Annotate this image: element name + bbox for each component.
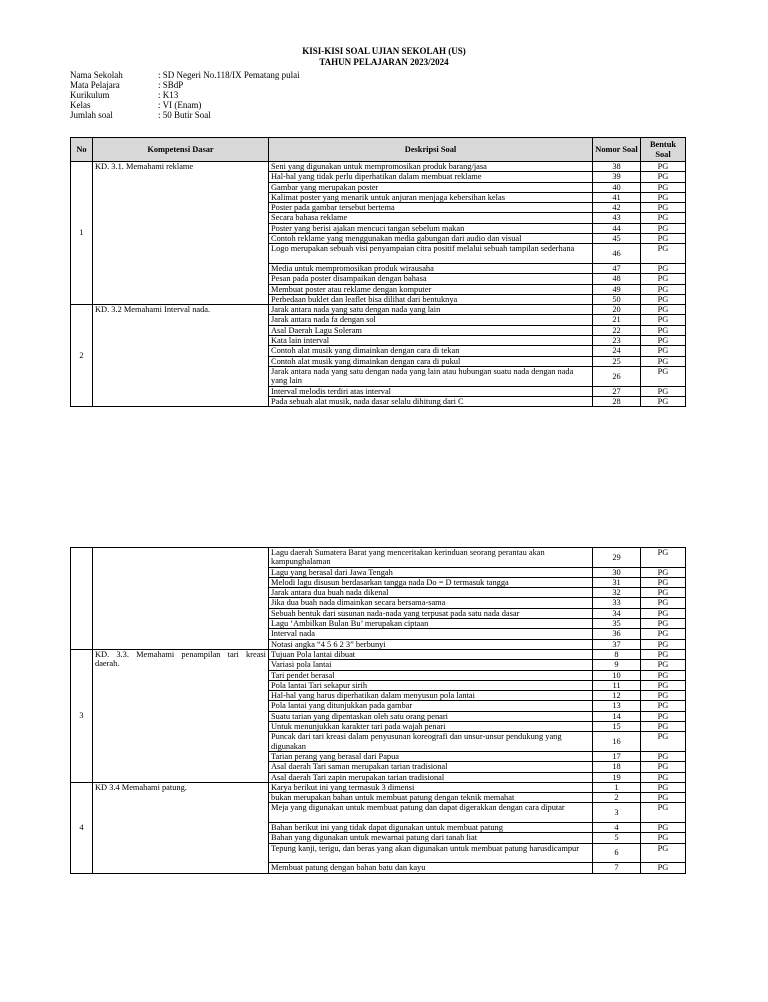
group-number: 3 (71, 649, 93, 782)
description-cell: Contoh alat musik yang dimainkan dengan cara di tekan (269, 346, 593, 356)
question-type-cell: PG (641, 833, 686, 843)
question-type-cell: PG (641, 782, 686, 792)
question-type-cell: PG (641, 325, 686, 335)
description-cell: Interval nada (269, 629, 593, 639)
description-cell: Pada sebuah alat musik, nada dasar selalu dihitung dari C (269, 396, 593, 406)
question-type-cell: PG (641, 182, 686, 192)
description-cell: Jarak antara nada fa dengan sol (269, 315, 593, 325)
question-type-cell: PG (641, 691, 686, 701)
question-number-cell: 33 (593, 598, 641, 608)
info-value: : SBdP (158, 80, 184, 90)
question-type-cell: PG (641, 548, 686, 568)
question-number-cell: 14 (593, 711, 641, 721)
description-cell: Jarak antara nada yang satu dengan nada yang lain (269, 305, 593, 315)
description-cell: Secara bahasa reklame (269, 213, 593, 223)
description-cell: Tari pendet berasal (269, 670, 593, 680)
question-type-cell: PG (641, 649, 686, 659)
question-number-cell: 5 (593, 833, 641, 843)
description-cell: Poster yang berisi ajakan mencuci tangan sebelum makan (269, 223, 593, 233)
question-number-cell: 48 (593, 274, 641, 284)
description-cell: Untuk menunjukkan karakter tari pada wajah penari (269, 722, 593, 732)
competency-cell: KD. 3.3. Memahami penampilan tari kreasi daerah. (93, 649, 269, 782)
question-type-cell: PG (641, 629, 686, 639)
description-cell: Seni yang digunakan untuk mempromosikan produk barang/jasa (269, 162, 593, 172)
group-number (71, 548, 93, 650)
description-cell: Contoh alat musik yang dimainkan dengan cara di pukul (269, 356, 593, 366)
description-cell: Sebuah bentuk dari susunan nada-nada yang terpusat pada satu nada dasar (269, 608, 593, 618)
table-row (71, 649, 686, 659)
table-row (71, 305, 686, 315)
question-number-cell: 44 (593, 223, 641, 233)
page-title: KISI-KISI SOAL UJIAN SEKOLAH (US) (302, 46, 466, 56)
question-type-cell: PG (641, 567, 686, 577)
description-cell: Interval melodis terdiri atas interval (269, 386, 593, 396)
question-number-cell: 1 (593, 782, 641, 792)
question-type-cell: PG (641, 843, 686, 863)
col-header-nomor: Nomor Soal (593, 138, 641, 162)
question-number-cell: 47 (593, 263, 641, 273)
question-number-cell: 34 (593, 608, 641, 618)
col-header-desc: Deskripsi Soal (269, 138, 593, 162)
question-number-cell: 25 (593, 356, 641, 366)
question-type-cell: PG (641, 274, 686, 284)
question-number-cell: 18 (593, 762, 641, 772)
info-value: : SD Negeri No.118/IX Pematang pulai (158, 70, 300, 80)
description-cell: Bahan yang digunakan untuk mewarnai patung dari tanah liat (269, 833, 593, 843)
question-number-cell: 46 (593, 244, 641, 264)
question-number-cell: 16 (593, 732, 641, 752)
question-number-cell: 27 (593, 386, 641, 396)
info-row (70, 90, 300, 100)
question-type-cell: PG (641, 751, 686, 761)
question-number-cell: 29 (593, 548, 641, 568)
question-type-cell: PG (641, 823, 686, 833)
info-label: Kelas (70, 100, 91, 110)
page-subtitle: TAHUN PELAJARAN 2023/2024 (319, 57, 449, 67)
question-type-cell: PG (641, 172, 686, 182)
question-number-cell: 32 (593, 588, 641, 598)
question-type-cell: PG (641, 722, 686, 732)
description-cell: Perbedaan buklet dan leaflet bisa dilihat dari bentuknya (269, 294, 593, 304)
info-row (70, 70, 300, 80)
question-number-cell: 6 (593, 843, 641, 863)
question-type-cell: PG (641, 356, 686, 366)
question-type-cell: PG (641, 213, 686, 223)
competency-cell: KD. 3.1. Memahami reklame (93, 162, 269, 305)
description-cell: Pola lantai Tari sekapur sirih (269, 680, 593, 690)
question-number-cell: 13 (593, 701, 641, 711)
question-number-cell: 7 (593, 863, 641, 873)
description-cell: Pola lantai yang ditunjukkan pada gambar (269, 701, 593, 711)
description-cell: Media untuk mempromosikan produk wirausaha (269, 263, 593, 273)
description-cell: Melodi lagu disusun berdasarkan tangga nada Do = D termasuk tangga (269, 577, 593, 587)
question-type-cell: PG (641, 588, 686, 598)
description-cell: Poster pada gambar tersebut bertema (269, 203, 593, 213)
school-info (70, 70, 300, 120)
info-value: : 50 Butir Soal (158, 110, 211, 120)
question-type-cell: PG (641, 315, 686, 325)
question-number-cell: 28 (593, 396, 641, 406)
question-number-cell: 30 (593, 567, 641, 577)
question-number-cell: 41 (593, 192, 641, 202)
question-number-cell: 4 (593, 823, 641, 833)
question-type-cell: PG (641, 162, 686, 172)
group-number: 1 (71, 162, 93, 305)
description-cell: Asal Daerah Lagu Soleram (269, 325, 593, 335)
question-number-cell: 35 (593, 619, 641, 629)
col-header-no: No (71, 138, 93, 162)
description-cell: Logo merupakan sebuah visi penyampaian citra positif melalui sebuah tampilan sederhana (269, 244, 593, 264)
competency-cell (93, 548, 269, 650)
question-type-cell: PG (641, 346, 686, 356)
description-cell: bukan merupakan bahan untuk membuat patung dengan teknik memahat (269, 793, 593, 803)
question-number-cell: 10 (593, 670, 641, 680)
description-cell: Hal-hal yang tidak perlu diperhatikan dalam membuat reklame (269, 172, 593, 182)
question-type-cell: PG (641, 305, 686, 315)
question-type-cell: PG (641, 803, 686, 823)
question-number-cell: 37 (593, 639, 641, 649)
description-cell: Asal daerah Tari zapin merupakan tarian tradisional (269, 772, 593, 782)
description-cell: Meja yang digunakan untuk membuat patung dan dapat digerakkan dengan cara diputar (269, 803, 593, 823)
question-number-cell: 8 (593, 649, 641, 659)
question-type-cell: PG (641, 701, 686, 711)
col-header-bentuk: Bentuk Soal (641, 138, 686, 162)
description-cell: Tujuan Pola lantai dibuat (269, 649, 593, 659)
question-type-cell: PG (641, 680, 686, 690)
info-value: : K13 (158, 90, 179, 100)
info-row (70, 110, 300, 120)
question-number-cell: 26 (593, 366, 641, 386)
question-type-cell: PG (641, 639, 686, 649)
question-number-cell: 20 (593, 305, 641, 315)
question-type-cell: PG (641, 192, 686, 202)
question-number-cell: 12 (593, 691, 641, 701)
question-number-cell: 9 (593, 660, 641, 670)
table-row (71, 782, 686, 792)
description-cell: Pesan pada poster disampaikan dengan bahasa (269, 274, 593, 284)
competency-cell: KD 3.4 Memahami patung. (93, 782, 269, 873)
description-cell: Variasi pola lantai (269, 660, 593, 670)
question-type-cell: PG (641, 793, 686, 803)
question-number-cell: 31 (593, 577, 641, 587)
info-row (70, 80, 300, 90)
question-number-cell: 36 (593, 629, 641, 639)
question-number-cell: 50 (593, 294, 641, 304)
question-type-cell: PG (641, 234, 686, 244)
description-cell: Hal-hal yang harus diperhatikan dalam menyusun pola lantai (269, 691, 593, 701)
question-type-cell: PG (641, 772, 686, 782)
description-cell: Bahan berikut ini yang tidak dapat digunakan untuk membuat patung (269, 823, 593, 833)
question-number-cell: 24 (593, 346, 641, 356)
question-type-cell: PG (641, 711, 686, 721)
kisi-kisi-table-1 (70, 137, 686, 407)
info-label: Kurikulum (70, 90, 110, 100)
question-number-cell: 43 (593, 213, 641, 223)
question-number-cell: 21 (593, 315, 641, 325)
question-type-cell: PG (641, 619, 686, 629)
question-type-cell: PG (641, 284, 686, 294)
question-number-cell: 39 (593, 172, 641, 182)
info-row (70, 100, 300, 110)
info-label: Mata Pelajara (70, 80, 120, 90)
info-label: Jumlah soal (70, 110, 113, 120)
competency-cell: KD. 3.2 Memahami Interval nada. (93, 305, 269, 407)
info-value: : VI (Enam) (158, 100, 202, 110)
table-row (71, 548, 686, 568)
description-cell: Lagu yang berasal dari Jawa Tengah (269, 567, 593, 577)
description-cell: Tarian perang yang berasal dari Papua (269, 751, 593, 761)
question-type-cell: PG (641, 366, 686, 386)
kisi-kisi-table-2 (70, 547, 686, 874)
description-cell: Kata lain interval (269, 336, 593, 346)
question-number-cell: 17 (593, 751, 641, 761)
question-number-cell: 45 (593, 234, 641, 244)
question-type-cell: PG (641, 670, 686, 680)
question-type-cell: PG (641, 608, 686, 618)
description-cell: Tepung kanji, terigu, dan beras yang akan digunakan untuk membuat patung harusdicampur (269, 843, 593, 863)
col-header-kd: Kompetensi Dasar (93, 138, 269, 162)
question-type-cell: PG (641, 223, 686, 233)
description-cell: Membuat poster atau reklame dengan komputer (269, 284, 593, 294)
description-cell: Notasi angka “4 5 6 2 3” berbunyi (269, 639, 593, 649)
description-cell: Asal daerah Tari saman merupakan tarian tradisional (269, 762, 593, 772)
question-type-cell: PG (641, 732, 686, 752)
description-cell: Suatu tarian yang dipentaskan oleh satu orang penari (269, 711, 593, 721)
group-number: 2 (71, 305, 93, 407)
question-number-cell: 40 (593, 182, 641, 192)
table-row (71, 162, 686, 172)
question-type-cell: PG (641, 660, 686, 670)
description-cell: Jarak antara dua buah nada dikenal (269, 588, 593, 598)
question-type-cell: PG (641, 863, 686, 873)
question-type-cell: PG (641, 203, 686, 213)
question-number-cell: 19 (593, 772, 641, 782)
question-type-cell: PG (641, 336, 686, 346)
question-type-cell: PG (641, 598, 686, 608)
question-number-cell: 15 (593, 722, 641, 732)
question-type-cell: PG (641, 762, 686, 772)
info-label: Nama Sekolah (70, 70, 123, 80)
description-cell: Jika dua buah nada dimainkan secara bersama-sama (269, 598, 593, 608)
question-type-cell: PG (641, 244, 686, 264)
question-number-cell: 49 (593, 284, 641, 294)
description-cell: Lagu ‘Ambilkan Bulan Bu’ merupakan ciptaan (269, 619, 593, 629)
question-type-cell: PG (641, 294, 686, 304)
question-type-cell: PG (641, 263, 686, 273)
question-type-cell: PG (641, 577, 686, 587)
description-cell: Jarak antara nada yang satu dengan nada yang lain atau hubungan suatu nada dengan nada yang lain (269, 366, 593, 386)
description-cell: Kalimat poster yang menarik untuk anjuran menjaga kebersihan kelas (269, 192, 593, 202)
group-number: 4 (71, 782, 93, 873)
question-number-cell: 11 (593, 680, 641, 690)
question-number-cell: 42 (593, 203, 641, 213)
description-cell: Membuat patung dengan bahan batu dan kayu (269, 863, 593, 873)
question-type-cell: PG (641, 396, 686, 406)
description-cell: Gambar yang merupakan poster (269, 182, 593, 192)
question-number-cell: 22 (593, 325, 641, 335)
description-cell: Lagu daerah Sumatera Barat yang menceritakan kerinduan seorang perantau akan kampunghalaman (269, 548, 593, 568)
question-number-cell: 2 (593, 793, 641, 803)
question-number-cell: 38 (593, 162, 641, 172)
description-cell: Contoh reklame yang menggunakan media gabungan dari audio dan visual (269, 234, 593, 244)
question-number-cell: 3 (593, 803, 641, 823)
description-cell: Puncak dari tari kreasi dalam penyusunan koreografi dan unsur-unsur pendukung yang digunakan (269, 732, 593, 752)
question-type-cell: PG (641, 386, 686, 396)
description-cell: Karya berikut ini yang termasuk 3 dimensi (269, 782, 593, 792)
question-number-cell: 23 (593, 336, 641, 346)
